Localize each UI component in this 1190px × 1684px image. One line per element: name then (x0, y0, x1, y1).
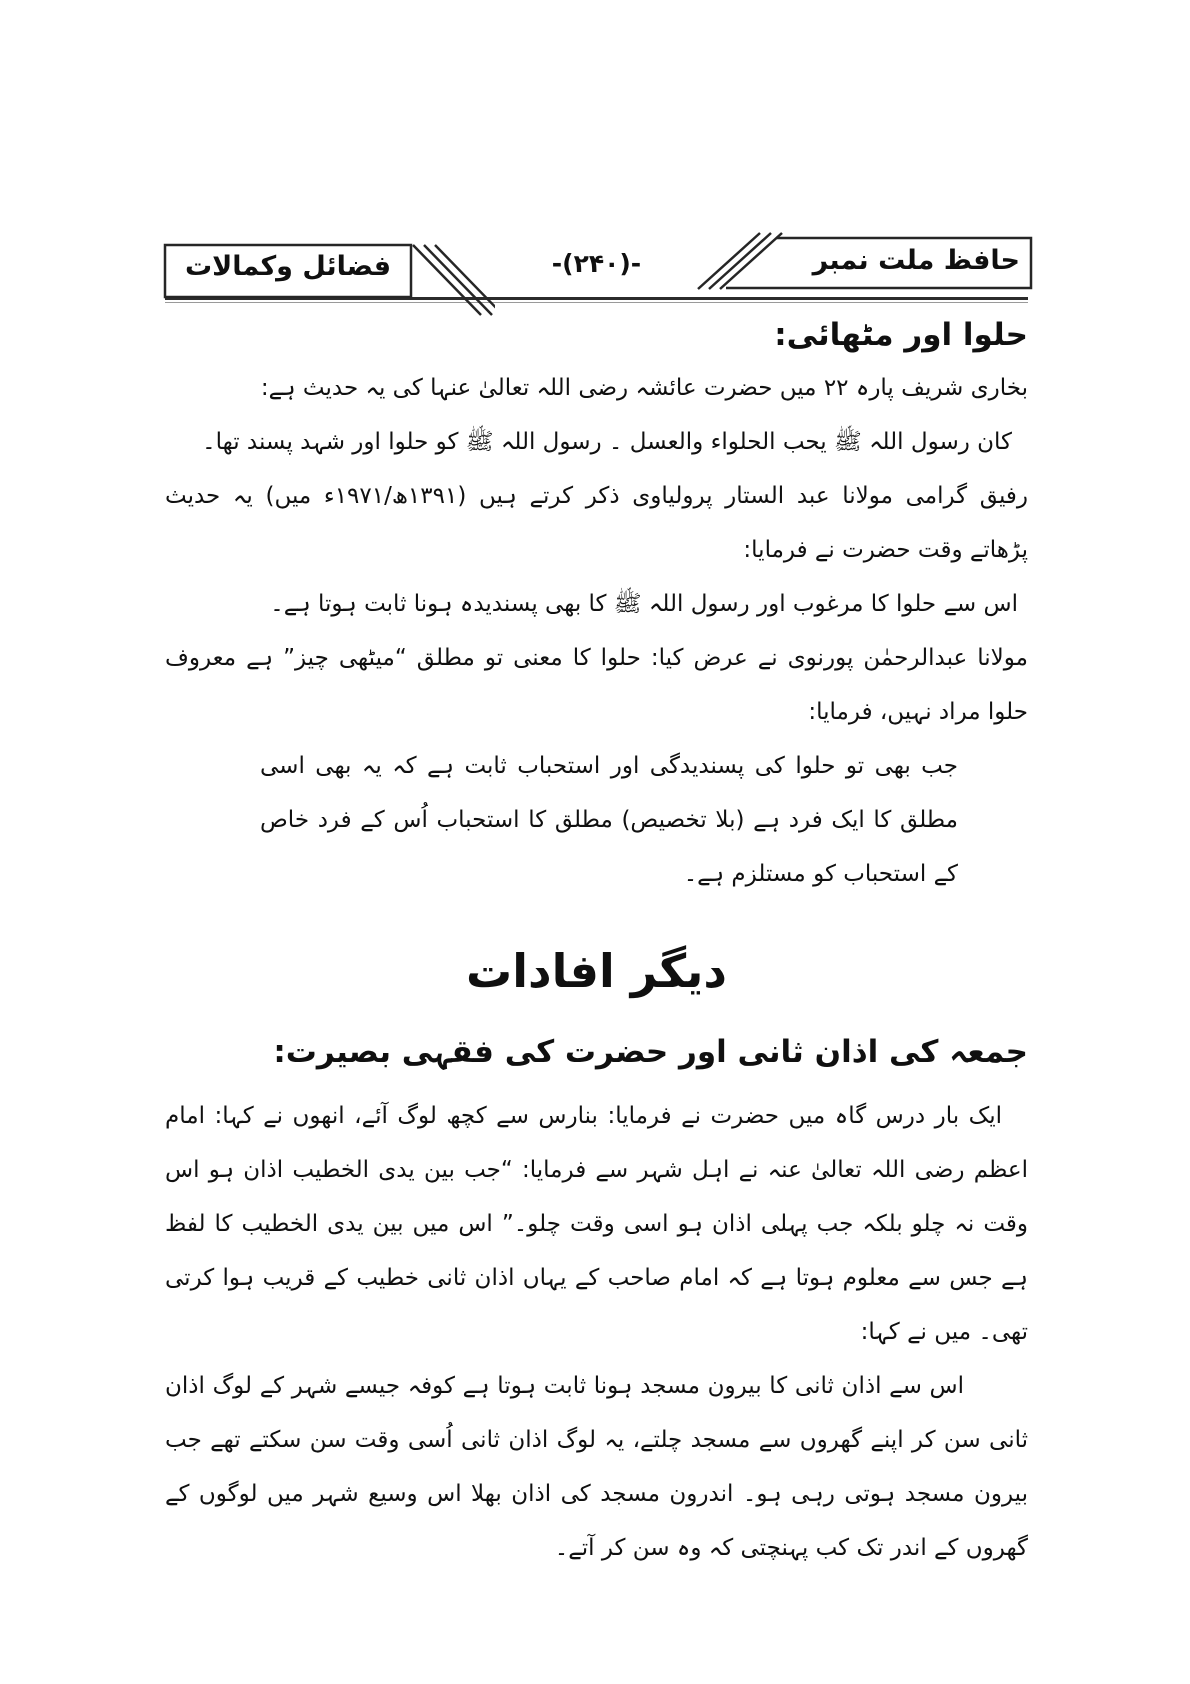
section-heading-digar-ifadat: دیگر افادات (465, 944, 728, 998)
paragraph: ایک بار درس گاہ میں حضرت نے فرمایا: بنارس سے کچھ لوگ آئے، انھوں نے کہا: امام اعظم رضی اللہ تعالیٰ عنہ نے اہل شہر سے فرمایا: “جب بین یدی الخطیب اذان ہو اس وقت نہ چلو بلکہ جب پہلی اذان ہو اسی وقت چلو۔” اس میں بین یدی الخطیب کا لفظ ہے جس سے معلوم ہوتا ہے کہ امام صاحب کے یہاں اذان ثانی خطیب کے قریب ہوا کرتی تھی۔ میں نے کہا: (165, 1103, 1028, 1345)
header-badge-right (696, 231, 1034, 291)
paragraph: رفیق گرامی مولانا عبد الستار پرولیاوی ذکر کرتے ہیں (۱۳۹۱ھ/۱۹۷۱ء میں) یہ حدیث پڑھاتے وقت حضرت نے فرمایا: (165, 483, 1028, 563)
chapter-title: فضائل وکمالات (184, 251, 392, 282)
section-heading-halwa: حلوا اور مٹھائی: (774, 317, 1028, 353)
quotation: اس سے حلوا کا مرغوب اور رسول اللہ ﷺ کا بھی پسندیدہ ہونا ثابت ہوتا ہے۔ (270, 591, 1018, 617)
paragraph: بخاری شریف پارہ ۲۲ میں حضرت عائشہ رضی اللہ تعالیٰ عنہا کی یہ حدیث ہے: (260, 375, 1028, 401)
quotation: جب بھی تو حلوا کی پسندیدگی اور استحباب ثابت ہے کہ یہ بھی اسی مطلق کا ایک فرد ہے (بلا تخصیص) مطلق کا استحباب اُس کے فرد خاص کے استحباب کو مستلزم ہے۔ (260, 753, 958, 887)
page-body (165, 309, 1028, 1575)
hadith-quote: کان رسول اللہ ﷺ یحب الحلواء والعسل ۔ رسول اللہ ﷺ کو حلوا اور شہد پسند تھا۔ (202, 429, 1012, 455)
quotation: اس سے اذان ثانی کا بیرون مسجد ہونا ثابت ہوتا ہے کوفہ جیسے شہر کے لوگ اذان ثانی سن کر اپنے گھروں سے مسجد چلتے، یہ لوگ اذان ثانی اُسی وقت سن سکتے تھے جب بیرون مسجد ہوتی رہی ہو۔ اندرون مسجد کی اذان بھلا اس وسیع شہر میں لوگوں کے گھروں کے اندر تک کب پہنچتی کہ وہ سن کر آتے۔ (165, 1373, 1028, 1561)
series-title: حافظ ملت نمبر (812, 245, 1020, 276)
paragraph: مولانا عبدالرحمٰن پورنوی نے عرض کیا: حلوا کا معنی تو مطلق “میٹھی چیز” ہے معروف حلوا مراد نہیں، فرمایا: (165, 645, 1028, 725)
section-subheading-azan: جمعہ کی اذان ثانی اور حضرت کی فقہی بصیرت: (273, 1034, 1028, 1070)
header-badge-left (163, 239, 495, 317)
page-header (165, 231, 1028, 295)
page-number: -(۲۴۰)- (551, 249, 642, 278)
